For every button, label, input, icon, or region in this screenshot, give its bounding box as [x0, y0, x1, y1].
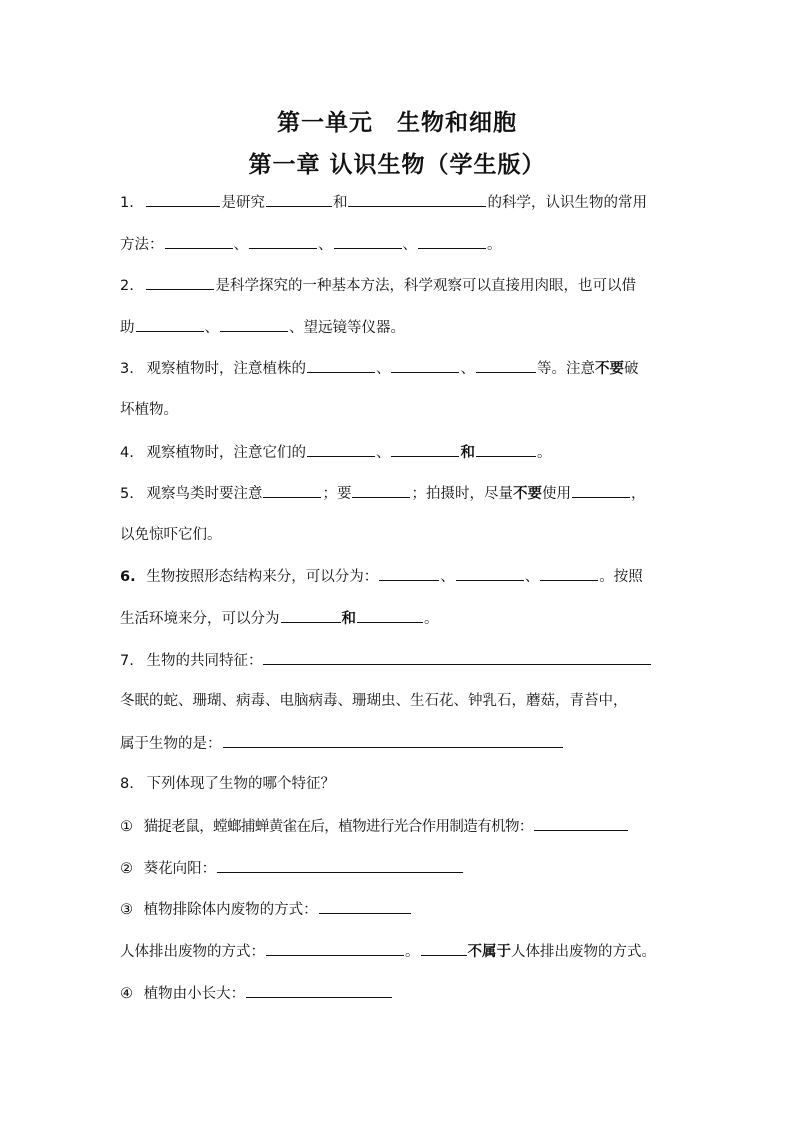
question-text: 猫捉老鼠，螳螂捕蝉黄雀在后，植物进行光合作用制造有机物：: [143, 819, 533, 835]
answer-blank[interactable]: [266, 941, 404, 956]
separator: 。: [405, 944, 420, 960]
item-marker: ①: [120, 819, 133, 835]
answer-blank[interactable]: [421, 941, 467, 956]
separator: 、: [460, 361, 475, 377]
question-text: 人体排出废物的方式。: [511, 944, 656, 960]
question-text: 属于生物的是：: [120, 736, 222, 752]
item-marker: ②: [120, 861, 133, 877]
answer-blank[interactable]: [319, 899, 411, 914]
question-text: 植物由小长大：: [143, 986, 246, 1002]
answer-blank[interactable]: [476, 442, 536, 457]
question-text: 以免惊吓它们。: [120, 527, 222, 543]
separator: 。: [424, 611, 439, 627]
question-text: 生物的共同特征：: [146, 653, 263, 669]
question-8-human-waste: [120, 941, 680, 962]
question-7-line-1: [120, 650, 680, 671]
question-text: 下列体现了生物的哪个特征？: [146, 776, 335, 792]
question-text: 、望远镜等仪器。: [289, 320, 405, 336]
answer-blank[interactable]: [307, 358, 375, 373]
answer-blank[interactable]: [418, 234, 486, 249]
question-text: 观察植物时，注意植株的: [146, 361, 306, 377]
question-7-line-3: [120, 733, 680, 754]
answer-blank[interactable]: [348, 192, 486, 207]
question-number: 7.: [120, 653, 134, 669]
answer-blank[interactable]: [266, 192, 332, 207]
question-text: ；拍摄时，尽量: [411, 486, 513, 502]
question-text: 生物按照形态结构来分，可以分为：: [146, 569, 379, 585]
answer-blank[interactable]: [334, 234, 402, 249]
question-1-line-1: [120, 192, 680, 213]
question-text: 坏植物。: [120, 402, 178, 418]
answer-blank[interactable]: [572, 483, 630, 498]
answer-blank[interactable]: [249, 234, 317, 249]
answer-blank[interactable]: [136, 317, 204, 332]
answer-blank[interactable]: [307, 442, 375, 457]
emphasis-text: 和: [460, 445, 475, 461]
question-4-line-1: [120, 442, 680, 463]
question-text: 人体排出废物的方式：: [120, 944, 265, 960]
separator: 、: [318, 237, 333, 253]
question-5-line-2: [120, 525, 680, 545]
answer-blank[interactable]: [476, 358, 536, 373]
separator: 、: [375, 445, 391, 461]
question-3-line-1: [120, 358, 680, 379]
question-3-line-2: [120, 400, 680, 420]
separator: 、: [233, 237, 248, 253]
answer-blank[interactable]: [165, 234, 233, 249]
question-text: 是科学探究的一种基本方法，科学观察可以直接用肉眼，也可以借: [215, 278, 636, 294]
separator: 、: [440, 569, 455, 585]
question-5-line-1: [120, 483, 680, 504]
question-8-item-4: [120, 983, 680, 1004]
question-number: 1.: [120, 195, 134, 211]
question-text: 等。注意: [536, 361, 595, 377]
question-text: 冬眠的蛇、珊瑚、病毒、电脑病毒、珊瑚虫、生石花、钟乳石，蘑菇，青苔中，: [120, 693, 628, 709]
question-text: 植物排除体内废物的方式：: [143, 902, 318, 918]
question-2-line-2: [120, 317, 680, 338]
item-marker: ③: [120, 902, 133, 918]
question-text: 葵花向阳：: [143, 861, 217, 877]
question-number: 2.: [120, 278, 134, 294]
answer-blank[interactable]: [391, 358, 459, 373]
emphasis-text: 和: [341, 611, 356, 627]
emphasis-text: 不要: [512, 486, 542, 502]
answer-blank[interactable]: [281, 608, 341, 623]
question-text: 观察鸟类时要注意: [146, 486, 263, 502]
separator: ，: [630, 486, 646, 502]
answer-blank[interactable]: [217, 858, 463, 873]
question-text: 和: [332, 195, 348, 211]
question-text: ；要: [322, 486, 352, 502]
item-marker: ④: [120, 986, 133, 1002]
answer-blank[interactable]: [379, 566, 439, 581]
question-text: 。按照: [599, 569, 643, 585]
question-6-line-2: [120, 608, 680, 629]
answer-blank[interactable]: [534, 816, 628, 831]
separator: 、: [524, 569, 540, 585]
question-text: 助: [120, 320, 135, 336]
separator: 。: [536, 445, 552, 461]
separator: 。: [487, 237, 502, 253]
separator: 、: [204, 320, 219, 336]
question-text: 的科学，认识生物的常用: [487, 195, 647, 211]
question-number: 8.: [120, 776, 134, 792]
answer-blank[interactable]: [391, 442, 459, 457]
answer-blank[interactable]: [540, 566, 598, 581]
question-text: 观察植物时，注意它们的: [146, 445, 306, 461]
question-number: 6.: [120, 569, 136, 585]
question-number: 4.: [120, 445, 134, 461]
answer-blank[interactable]: [246, 983, 392, 998]
question-text: 使用: [541, 486, 571, 502]
question-2-line-1: [120, 275, 680, 296]
answer-blank[interactable]: [352, 483, 410, 498]
question-8-line-1: [120, 774, 680, 794]
question-7-line-2: [120, 691, 680, 711]
question-8-item-3: [120, 899, 680, 920]
answer-blank[interactable]: [146, 275, 214, 290]
question-text: 破: [623, 361, 639, 377]
answer-blank[interactable]: [263, 650, 651, 665]
question-8-item-2: [120, 858, 680, 879]
answer-blank[interactable]: [357, 608, 423, 623]
answer-blank[interactable]: [223, 733, 563, 748]
question-6-line-1: [120, 566, 680, 587]
question-number: 3.: [120, 361, 134, 377]
question-text: 生活环境来分，可以分为: [120, 611, 280, 627]
question-text: 是研究: [221, 195, 265, 211]
separator: 、: [375, 361, 391, 377]
answer-blank[interactable]: [263, 483, 321, 498]
answer-blank[interactable]: [146, 192, 220, 207]
emphasis-text: 不要: [594, 361, 624, 377]
answer-blank[interactable]: [220, 317, 288, 332]
emphasis-text: 不属于: [467, 944, 511, 960]
question-8-item-1: [120, 816, 680, 837]
answer-blank[interactable]: [456, 566, 524, 581]
chapter-title: 第一章 认识生物（学生版）: [248, 152, 546, 178]
unit-title: 第一单元 生物和细胞: [277, 110, 517, 136]
separator: 、: [402, 237, 417, 253]
question-number: 5.: [120, 486, 134, 502]
question-1-line-2: [120, 234, 680, 255]
question-text: 方法：: [120, 237, 164, 253]
